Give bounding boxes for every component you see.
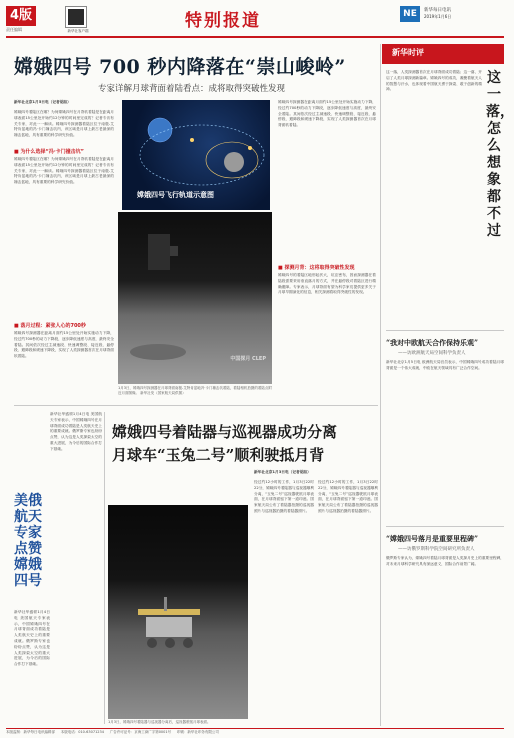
main-subheadline: 专家详解月球背面着陆看点：成将取得突破性发现 (98, 84, 286, 94)
second-headline-1: 嫦娥四号着陆器与巡视器成功分离 (112, 423, 338, 441)
quote-2-author: ——访俄罗斯科学院空间研究所负责人 (398, 547, 475, 552)
section-title: 特别报道 (185, 11, 261, 31)
second-headline-2: 月球车“玉兔二号”顺利驶抵月背 (112, 446, 325, 464)
main-subhead-1: ■ 为什么选择“冯·卡门撞击坑” (14, 148, 84, 155)
main-col3-text-b: 嫦娥四号的着陆区地形起伏大，坑洼密布，因而探测器在着陆段需要采用垂直落月的方式，并在悬停段对着陆区进行精确避障。专家表示，月球背面有望为科学家们提供更多关于月球早期演化的信息，相关探测将取得突破性的发现。 (278, 273, 376, 295)
lunar-surface-photo (118, 212, 272, 384)
page-footer: 本版监制：新华每日电讯编辑部 本版电话：010-63071234 广告许可证号：京海工商广字第0001号 印刷：新华社印务有限公司 (6, 728, 504, 735)
main-headline: 嫦娥四号 700 秒内降落在“崇山峻岭” (14, 56, 346, 78)
left-feature-text: 新华社华盛顿1月4日电 美国航天专家表示，中国嫦娥四号在月球背面成功着陆是人类航天史上的重要成就。俄罗斯专家也纷纷点赞，认为这是人类探索太空的重大进展，为今后的国际合作打下基础。 (50, 412, 102, 451)
paper-name: 新华每日电讯 (424, 8, 451, 13)
commentary-divider (386, 330, 504, 331)
quote-1-author: ——访欧洲航天局空间科学负责人 (398, 351, 466, 356)
orbit-caption: 嫦娥四号飞行轨道示意图 (137, 191, 214, 199)
column-divider-right (380, 44, 381, 726)
main-byline: 新华社北京1月5日电（记者胡喆） (14, 100, 71, 104)
rover-caption: 1月3日，嫦娥四号着陆器与巡视器分离后，巡视器驶抵月球表面。 (108, 720, 211, 724)
left-feature-vertical-title: 美俄航天专家点赞嫦娥四号 (14, 493, 42, 589)
rover-photo (108, 505, 248, 719)
main-col1-text-a: 嫦娥四号着陆区在哪？为何嫦娥四号在月背软着陆是在距离月球表面15公里处开始约12分钟的时间里完成的？记者专访有关专家，对此一一解读。嫦娥四号探测器着陆区位于南极-艾特肯盆地的冯·卡门撞击坑内，该区域是月球上最古老最深的撞击盆地，具有重要的科学研究价值。 (14, 110, 114, 138)
commentary-vertical-title: 这一落，怎么想象都不过 (486, 70, 514, 239)
page-number: 4版 (6, 6, 36, 26)
lunar-caption: 1月3日，嫦娥四号探测器在月球背面南极-艾特肯盆地冯·卡门撞击坑着陆，着陆相机拍摄的着陆点附近月面图像。 新华社发（国家航天局供图） (118, 386, 272, 395)
main-col1-text-c: 嫦娥四号探测器在距离月面约15公里处开始实施动力下降，经过约700秒的动力下降段，逐步降低速度与高度，最终安全着陆。其间依次经过主减速段、快速调整段、接近段、悬停段、避障段和缓速下降段，实现了人类探测器首次在月球背面软着陆。 (14, 331, 114, 359)
commentary-badge: 新华时评 (392, 48, 424, 57)
rover-silhouette (108, 505, 248, 719)
paper-logo-icon: NE (400, 6, 420, 22)
qr-caption: 新华社客户端 (67, 29, 89, 33)
quote-1-text: 新华社北京1月5日电 欧洲航天局官员表示，中国嫦娥四号成功着陆月球背面是一个伟大成就，中欧在航天领域具有广泛合作空间。 (386, 360, 504, 370)
qr-code-icon (66, 7, 86, 27)
quote-2-title: “嫦娥四号落月是重要里程碑” (386, 534, 479, 543)
quote-2-text: 俄罗斯专家认为，嫦娥四号着陆月球背面是人类探月史上的重要里程碑，对未来月球科学研究具有深远意义，国际合作前景广阔。 (386, 556, 504, 566)
main-subhead-2: ■ 落月过程：紧张人心的700秒 (14, 322, 86, 329)
edition-date: 2019年1月6日 (424, 14, 452, 19)
column-divider-left (104, 412, 105, 724)
story-divider (14, 405, 378, 406)
quote-1-title: “我对中欧航天合作保持乐观” (386, 338, 479, 347)
masthead (0, 0, 510, 40)
main-subhead-3: ■ 探测月背：这将取得突破性发现 (278, 264, 354, 271)
left-feature-text-2: 新华社华盛顿1月4日电 美国航天专家表示，中国嫦娥四号在月球背面成功着陆是人类航天史上的重要成就。俄罗斯专家也纷纷点赞，认为这是人类探索太空的重大进展，为今后的国际合作打下基础。 (14, 610, 50, 667)
second-text-col-b: 经过约12小时的工作，1月3日22时22分，嫦娥四号着陆器与巡视器顺利分离，“玉兔二号”巡视器驶抵月球表面，在月球背面留下第一道印迹。国家航天局公布了着陆器拍摄的巡视器照片与巡视器拍摄的着陆器照片。 (318, 480, 379, 513)
second-text-col-a: 经过约12小时的工作，1月3日22时22分，嫦娥四号着陆器与巡视器顺利分离，“玉兔二号”巡视器驶抵月球表面，在月球背面留下第一道印迹。国家航天局公布了着陆器拍摄的巡视器照片与巡视器拍摄的着陆器照片。 (254, 480, 315, 513)
second-byline: 新华社北京1月3日电（记者胡喆） (254, 470, 311, 474)
main-col1-text-b: 嫦娥四号着陆区在哪？为何嫦娥四号在月背软着陆是在距离月球表面15公里处开始约12分钟的时间里完成的？记者专访有关专家，对此一一解读。嫦娥四号探测器着陆区位于南极-艾特肯盆地的冯·卡门撞击坑内，该区域是月球上最古老最深的撞击盆地，具有重要的科学研究价值。 (14, 157, 114, 185)
masthead-divider (6, 36, 504, 38)
page-sub-label: 责任编辑 (6, 27, 22, 32)
main-col3-text-a: 嫦娥四号探测器在距离月面约15公里处开始实施动力下降，经过约700秒的动力下降段，逐步降低速度与高度，最终安全着陆。其间依次经过主减速段、快速调整段、接近段、悬停段、避障段和缓速下降段，实现了人类探测器首次在月球背面软着陆。 (278, 100, 376, 128)
lunar-credit: 中国探月 CLEP (230, 356, 266, 362)
commentary-text: 这一落，人类探测器首次在月球背面成功着陆；这一落，开启了人类月球探测新篇章。嫦娥四号的成功，凝聚着航天人的智慧与汗水，也体现着中国航天勇于探索、敢于创新的精神。 (386, 70, 482, 92)
orbit-diagram (122, 100, 270, 210)
quote-divider (386, 526, 504, 527)
